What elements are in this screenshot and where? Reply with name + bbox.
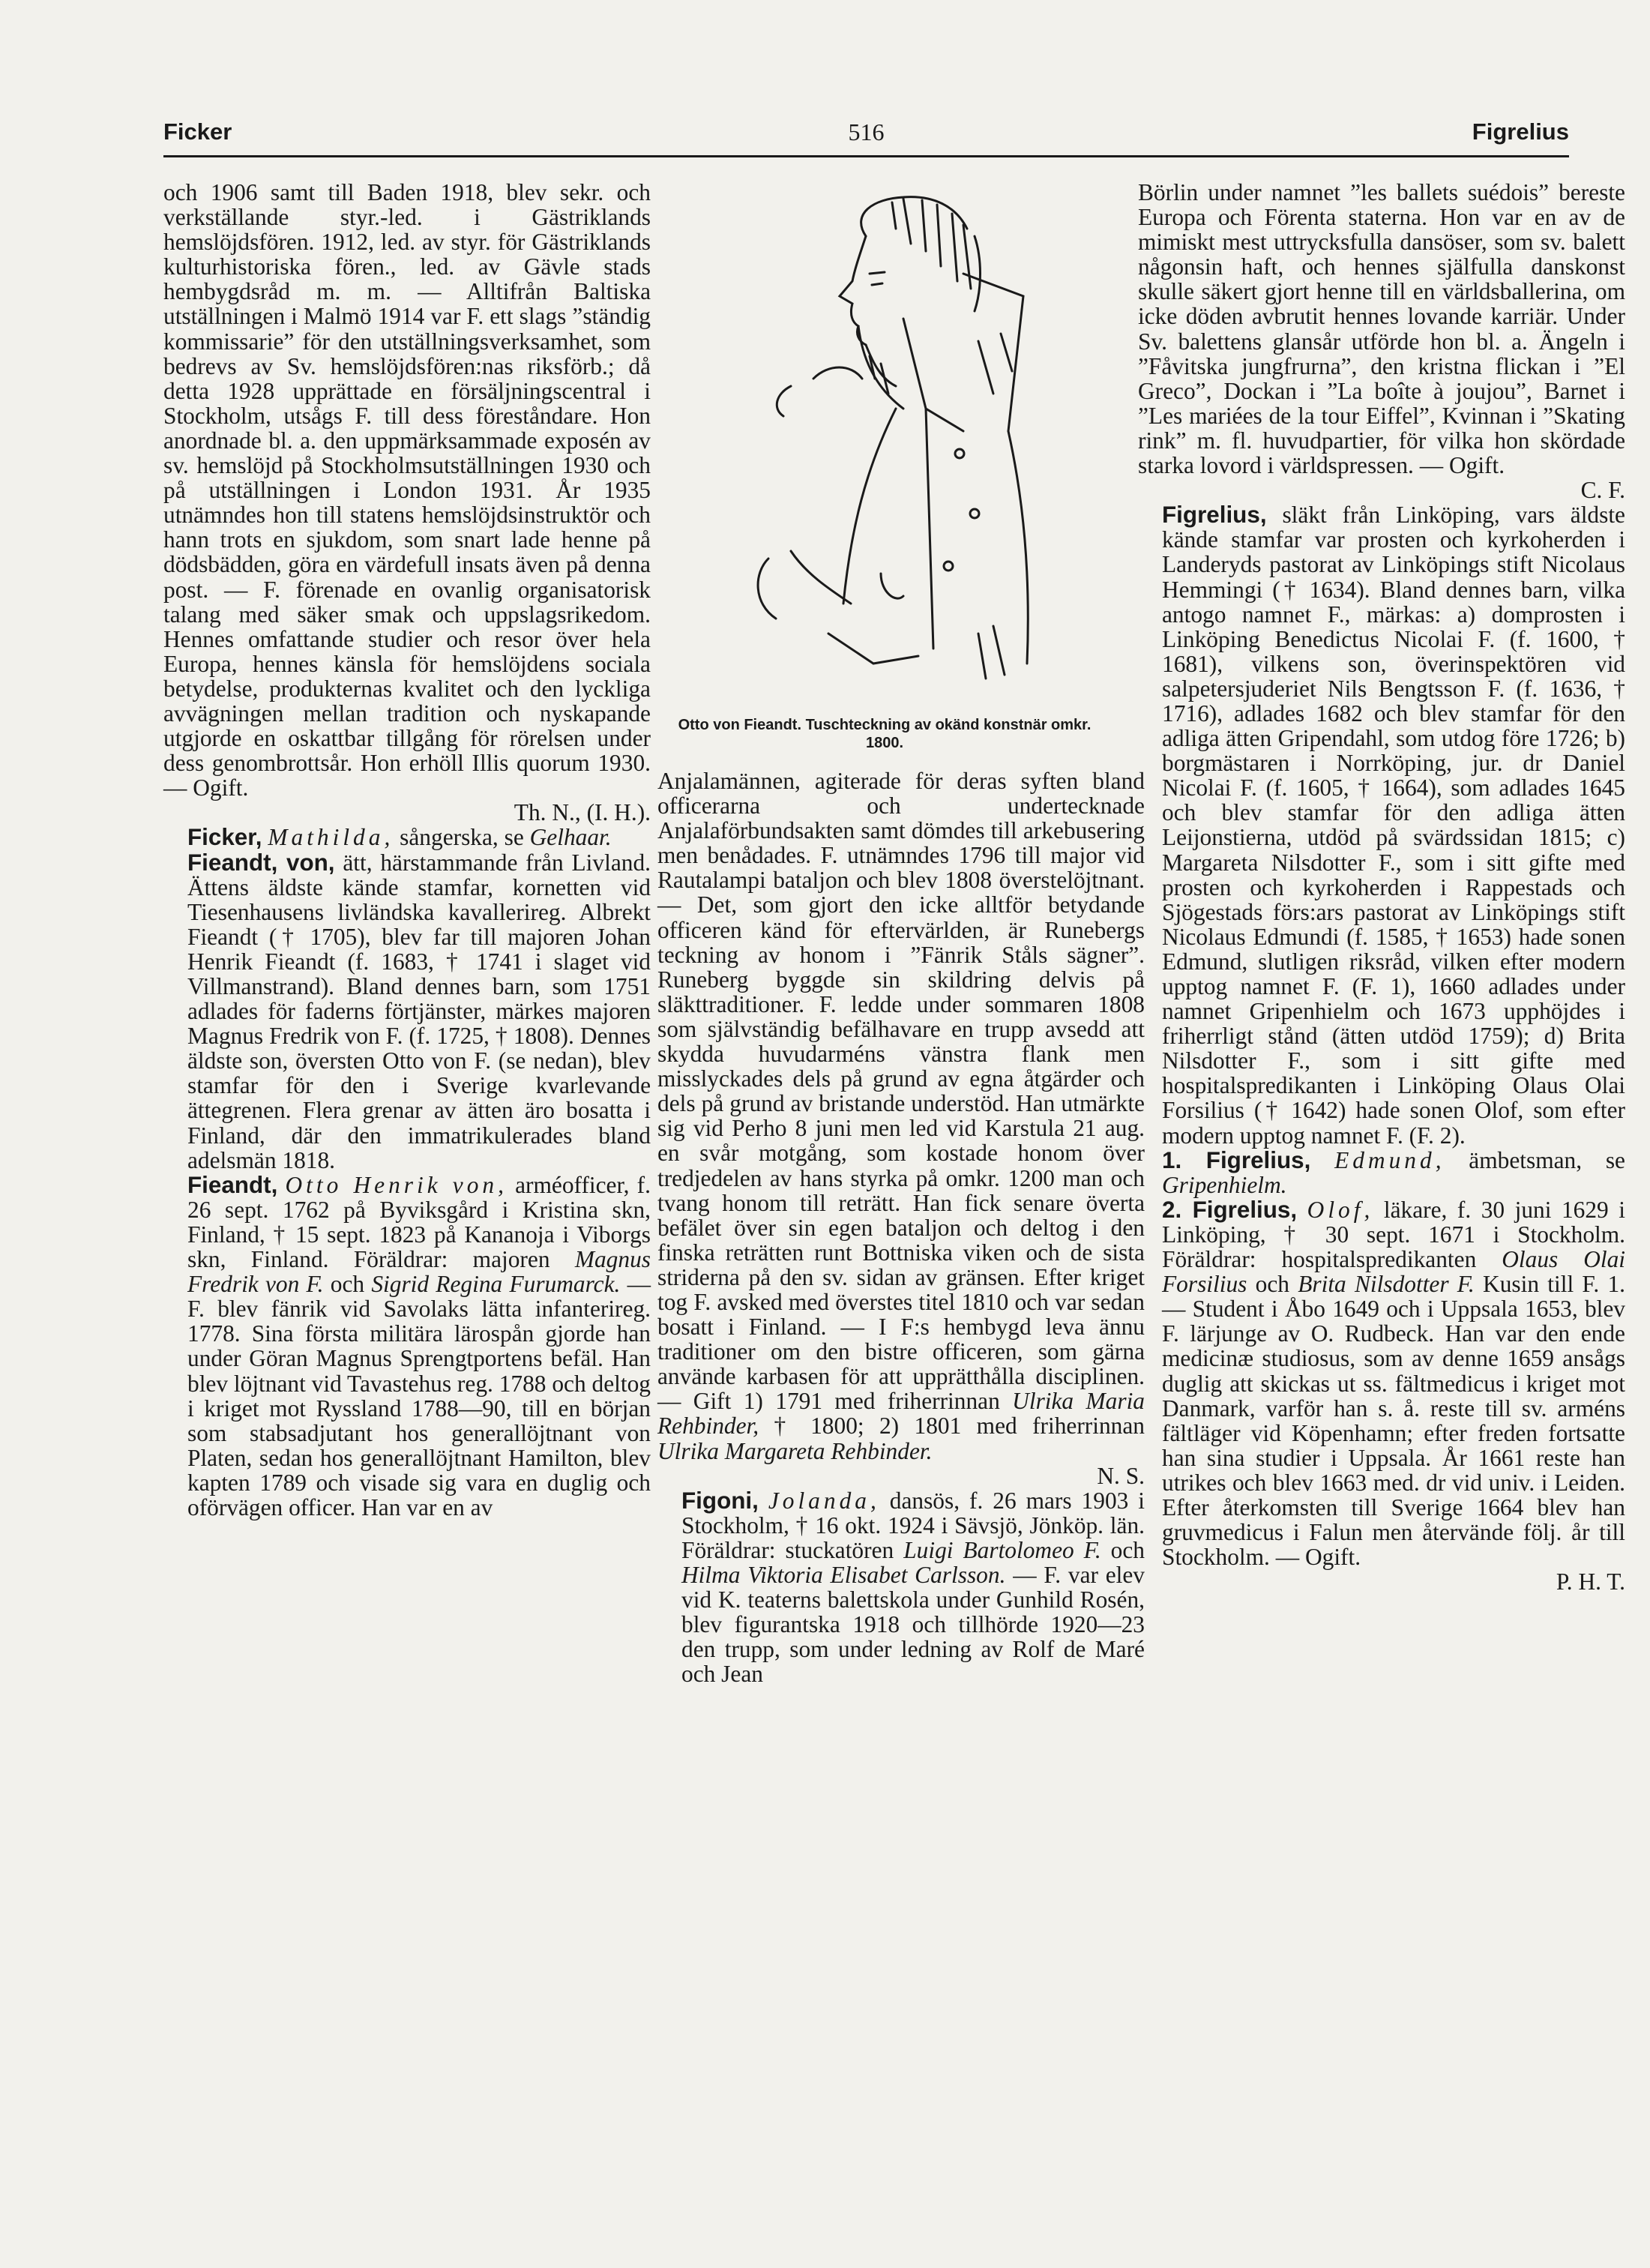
entry-name: Mathilda, <box>268 824 394 851</box>
entry-headword: Fieandt, <box>187 1171 278 1198</box>
running-head-left: Ficker <box>163 118 232 145</box>
entry-ficker-mathilda <box>163 825 651 849</box>
page-number: 516 <box>848 118 885 145</box>
entry-figrelius-olof <box>1138 1197 1625 1569</box>
entry-headword: Fieandt, von, <box>187 849 335 876</box>
entry-name: Olof, <box>1307 1196 1374 1223</box>
entry-text: läkare, f. 30 juni 1629 i Linköping, † 30 sept. 1671 i Stockholm. Föräldrar: hospitalspredikanten <box>1162 1196 1625 1273</box>
entry-name: Otto Henrik von, <box>285 1171 508 1198</box>
signature: P. H. T. <box>1556 1568 1625 1595</box>
header-rule <box>163 155 1569 157</box>
figure-caption: Otto von Fieandt. Tuschteckning av okänd konstnär omkr. 1800. <box>678 717 1092 751</box>
column-3 <box>1138 180 1625 1594</box>
entry-name: Jolanda, <box>768 1487 880 1514</box>
entry-text: ämbetsman, se <box>1469 1146 1625 1173</box>
paragraph <box>657 768 1145 1464</box>
conjunction: och <box>330 1271 365 1298</box>
entry-headword: Figoni, <box>681 1487 759 1514</box>
parent-name: Olaus Olai Forsilius <box>1162 1246 1625 1298</box>
entry-text: — F. blev fänrik vid Savolaks lätta infanterireg. 1778. Sina första militära lärospån gjorde han under Göran Magnus Sprengtportens befäl. Han blev löjtnant vid Tavastehus reg. 1788 och deltog i kriget mot Ryssland 1788—90, till en början som stabsadjutant hos generallöjtnant von Platen, sedan hos generallöjtnant Hamilton, blev kapten 1789 och visade sig vara en duglig och oförvägen officer. Han var en av <box>187 1271 651 1520</box>
column-1 <box>163 180 651 1520</box>
entry-text: Anjalamännen, agiterade för deras syften bland officerarna och undertecknade Anjalaförbundsakten samt dömdes till arkebusering men benådades. F. utnämndes 1796 till major vid Rautalampi bataljon och blev 1808 överstelöjtnant. — Det, som gjort den icke alltför betydande officeren känd för eftervärlden, är Runebergs teckning av honom i ”Fänrik Ståls sägner”. Runeberg byggde sin skildring delvis på släkttraditioner. F. ledde under sommaren 1808 som självständig befälhavare en trupp avsedd att skydda huvudarméns vänstra flank men misslyckades dels på grund av egna åtgärder och dels på grund av bristande understöd. Han utmärkte sig vid Perho 8 juni men led vid Karstula 21 aug. en svår motgång, som kostade honom över tredjedelen av hans styrka på omkr. 1200 man och tvang honom till reträtt. Han fick senare överta befälet över sin egen bataljon och deltog i den finska reträtten runt Bottniska viken och de sista striderna på den sv. sidan av gränsen. Efter kriget tog F. avsked med överstes titel 1810 och var sedan bosatt i Finland. — I F:s hembygd leva ännu traditioner om den bistre officeren, som gärna använde karbasen för att upprätthålla disciplinen. — Gift 1) 1791 med friherrinnan <box>657 768 1145 1415</box>
entry-headword: Figrelius, <box>1162 502 1267 529</box>
entry-figrelius-edmund <box>1138 1148 1625 1197</box>
spouse-name: Ulrika Maria Rehbinder, <box>657 1388 1145 1440</box>
portrait-illustration <box>678 184 1098 709</box>
entry-headword: Ficker, <box>187 824 262 851</box>
entry-fieandt-otto <box>163 1173 651 1520</box>
entry-reference: Gelhaar. <box>529 824 612 851</box>
entry-text: Kusin till F. 1. — Student i Åbo 1649 och i Uppsala 1653, blev F. lärjunge av O. Rudbeck. Han var den ende medicinæ studiosus, som av denne 1659 ansågs duglig att skickas ut ss. fältmedicus i kriget mot Danmark, varför han s. å. reste till sv. arméns fältläger vid Köpenhamn; efter freden fortsatte han sina studier i Uppsala. År 1661 reste han utrikes och blev 1663 med. dr vid univ. i Leiden. Efter återkomsten till Sverige 1664 blev han gruvmedicus i Falun men återvände följ. år till Stockholm. — Ogift. <box>1162 1271 1625 1571</box>
parent-name: Hilma Viktoria Elisabet Carlsson. <box>681 1562 1006 1588</box>
spouse-name: Ulrika Margareta Rehbinder. <box>657 1437 933 1464</box>
paragraph: Börlin under namnet ”les ballets suédois” bereste Europa och Förenta staterna. Hon var en av de mimiskt mest uttrycksfulla dansöser, som sv. balett någonsin haft, och hennes själfulla danskonst skulle säkert gjort henne till en världsballerina, om icke döden avbrutit hennes lovande karriär. Under Sv. balettens glansår utförde hon bl. a. Ängeln i ”Fåvitska jungfrurna”, den kristna flickan i ”El Greco”, Dockan i ”La boîte à joujou”, Barnet i ”Les mariées de la tour Eiffel”, Kvinnan i ”Skating rink” m. fl. huvudpartier, för vilka hon skördade starka lovord i världspressen. — Ogift. <box>1138 179 1625 479</box>
parent-name: Magnus Fredrik von F. <box>187 1246 651 1298</box>
entry-text: arméofficer, f. 26 sept. 1762 på Byviksgård i Kristina skn, Finland, † 15 sept. 1823 på Kananoja i Viborgs skn, Finland. Föräldrar: majoren <box>187 1171 651 1273</box>
entry-text: ätt, härstammande från Livland. Ättens äldste kände stamfar, kornetten vid Tiesenhausens livländska kavallerireg. Albrekt Fieandt († 1705), blev far till majoren Johan Henrik Fieandt (f. 1683, † 1741 i slaget vid Villmanstrand). Bland dennes barn, som 1751 adlades för faderns förtjänster, märkes majoren Magnus Fredrik von F. (f. 1725, † 1808). Dennes äldste son, översten Otto von F. (se nedan), blev stamfar för den i Sverige kvarlevande ättegrenen. Flera grenar av ätten äro bosatta i Finland, där den immatrikulerades bland adelsmän 1818. <box>187 849 651 1173</box>
entry-text: dansös, f. 26 mars 1903 i Stockholm, † 16 okt. 1924 i Sävsjö, Jönköp. län. Föräldrar: stuckatören <box>681 1487 1145 1563</box>
conjunction: och <box>1255 1271 1289 1298</box>
conjunction: och <box>1110 1536 1145 1563</box>
entry-name: Edmund, <box>1334 1146 1445 1173</box>
entry-headword: 2. Figrelius, <box>1162 1196 1298 1223</box>
entry-text: släkt från Linköping, vars äldste kände stamfar var prosten och kyrkoherden i Landeryds pastorat av Linköpings stift Nicolaus Hemmingi († 1634). Bland dennes barn, vilka antogo namnet F., märkas: a) domprosten i Linköping Benedictus Nicolai F. (f. 1600, † 1681), vilkens son, överinspektören vid salpetersjuderiet Nils Bengtsson F. (f. 1636, † 1716), adlades 1682 och blev stamfar för den adliga ätten Gripendahl, som utdog före 1726; b) borgmästaren i Norrköping, jur. dr Daniel Nicolai F. (f. 1605, † 1664), som adlades 1645 och blev stamfar för den adliga ätten Leijonstierna, utdöd på svärdssidan 1815; c) Margareta Nilsdotter F., som i sitt gifte med prosten och kyrkoherden i Rappestads och Sjögestads förs:ars pastorat av Linköpings stift Nicolaus Edmundi (f. 1585, † 1653) hade sonen Edmund, slutligen riksråd, vilken efter modern upptog namnet F. (F. 1), 1660 adlades under namnet Gripenhielm och 1673 upphöjdes i friherrligt stånd (ätten utdöd 1759); d) Brita Nilsdotter F., som i sitt gifte med hospitalspredikanten i Linköping Olaus Olai Forsilius († 1642) hade sonen Olof, som efter modern upptog namnet F. (F. 2). <box>1162 502 1625 1149</box>
parent-name: Sigrid Regina Furumarck. <box>371 1271 621 1298</box>
entry-fieandt-von <box>163 850 651 1173</box>
column-2 <box>657 768 1145 1686</box>
parent-name: Luigi Bartolomeo F. <box>903 1536 1101 1563</box>
parent-name: Brita Nilsdotter F. <box>1298 1271 1475 1298</box>
entry-text: — F. var elev vid K. teaterns balettskola under Gunhild Rosén, blev figurantska 1918 och tillhörde 1920—23 den trupp, som under ledning av Rolf de Maré och Jean <box>681 1562 1145 1688</box>
paragraph: och 1906 samt till Baden 1918, blev sekr. och verkställande styr.-led. i Gästriklands hemslöjdsfören. 1912, led. av styr. för Gästriklands kulturhistoriska fören., led. av Gävle stads hembygdsråd m. m. — Alltifrån Baltiska utställningen i Malmö 1914 var F. ett slags ”ständig kommissarie” för den utställningsverksamhet, som bedrevs av Sv. hemslöjdsfören:nas riksförb.; då detta 1928 upprättade en försäljningscentral i Stockholm, utsågs F. till dess föreståndare. Hon anordnade bl. a. den uppmärksammade exposén av sv. hemslöjd på Stockholmsutställningen 1930 och på utställningen i London 1931. År 1935 utnämndes hon till statens hemslöjdsinstruktör och hann trots en sjukdom, som snart lade henne på dödsbädden, göra en värdefull insats även på denna post. — F. förenade en ovanlig organisatorisk talang med säker smak och uppslagsrikedom. Hennes omfattande studier och resor över hela Europa, hennes känsla för hemslöjdens sociala betydelse, produkternas kvalitet och den lyckliga avvägningen mellan tradition och nyskapande utgjorde en oskattbar tillgång för rörelsen under dess genombrottsår. Hon erhöll Illis quorum 1930. — Ogift. <box>163 179 651 801</box>
entry-headword: 1. Figrelius, <box>1162 1146 1311 1173</box>
signature: N. S. <box>1097 1462 1145 1489</box>
entry-reference: Gripenhielm. <box>1162 1171 1287 1198</box>
entry-figoni <box>657 1488 1145 1687</box>
entry-text: † 1800; 2) 1801 med friherrinnan <box>774 1413 1145 1440</box>
signature: C. F. <box>1580 477 1625 504</box>
signature: Th. N., (I. H.). <box>514 799 651 826</box>
entry-text: sångerska, se <box>400 824 524 851</box>
entry-figrelius-family <box>1138 502 1625 1147</box>
running-head-right: Figrelius <box>1472 118 1569 145</box>
